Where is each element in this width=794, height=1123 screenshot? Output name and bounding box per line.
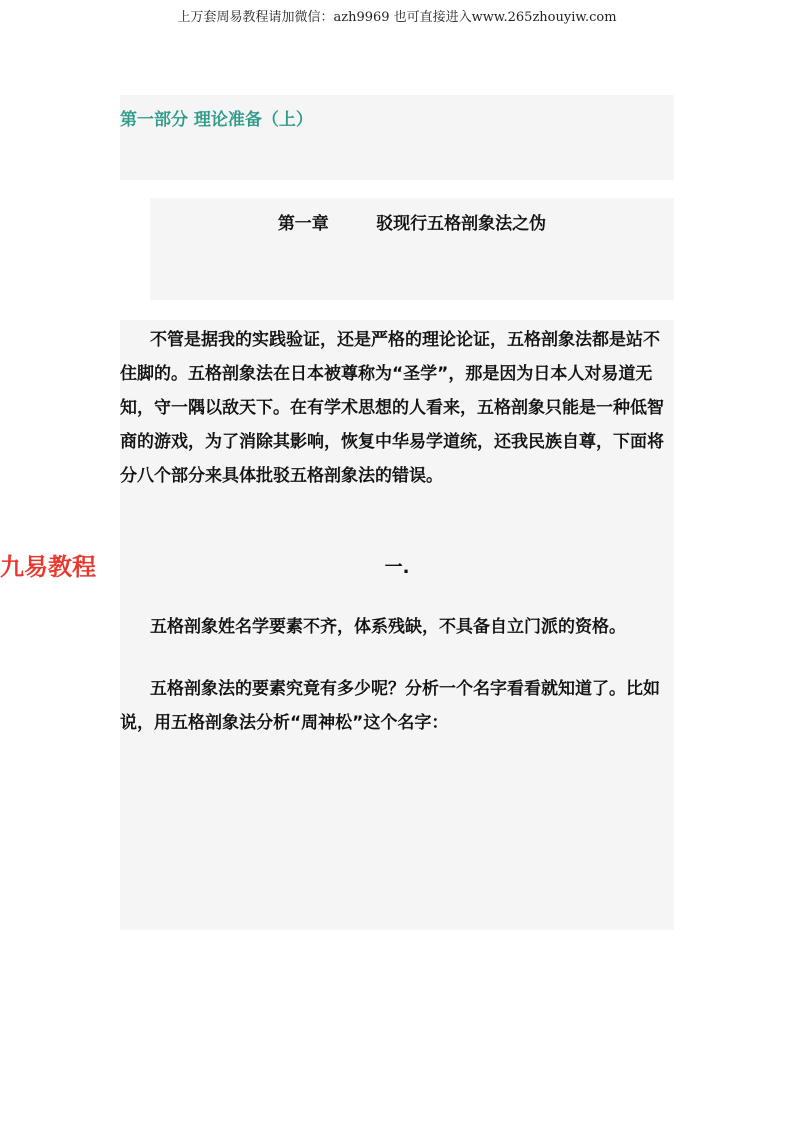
part-title-block — [120, 95, 674, 180]
analysis-paragraph: 五格剖象法的要素究竟有多少呢？分析一个名字看看就知道了。比如说，用五格剖象法分析“周神松”这个名字： — [120, 679, 660, 733]
section-heading: 五格剖象姓名学要素不齐，体系残缺，不具备自立门派的资格。 — [150, 617, 626, 637]
page-header-text: 上万套周易教程请加微信：azh9969 也可直接进入www.265zhouyiw.com — [177, 10, 617, 25]
chapter-title: 第一章 驳现行五格剖象法之伪 — [277, 214, 547, 234]
watermark-text: 九易教程 — [0, 553, 96, 581]
part-title: 第一部分 理论准备（上） — [120, 110, 313, 130]
body-content — [120, 320, 674, 930]
chapter-title-block — [150, 198, 674, 300]
section-number: 一. — [384, 557, 410, 578]
intro-paragraph: 不管是据我的实践验证，还是严格的理论论证，五格剖象法都是站不住脚的。五格剖象法在日本被尊称为“圣学”，那是因为日本人对易道无知，守一隅以敌天下。在有学术思想的人看来，五格剖象只能是一种低智商的游戏，为了消除其影响，恢复中华易学道统，还我民族自尊，下面将分八个部分来具体批驳五格剖象法的错误。 — [120, 330, 664, 486]
